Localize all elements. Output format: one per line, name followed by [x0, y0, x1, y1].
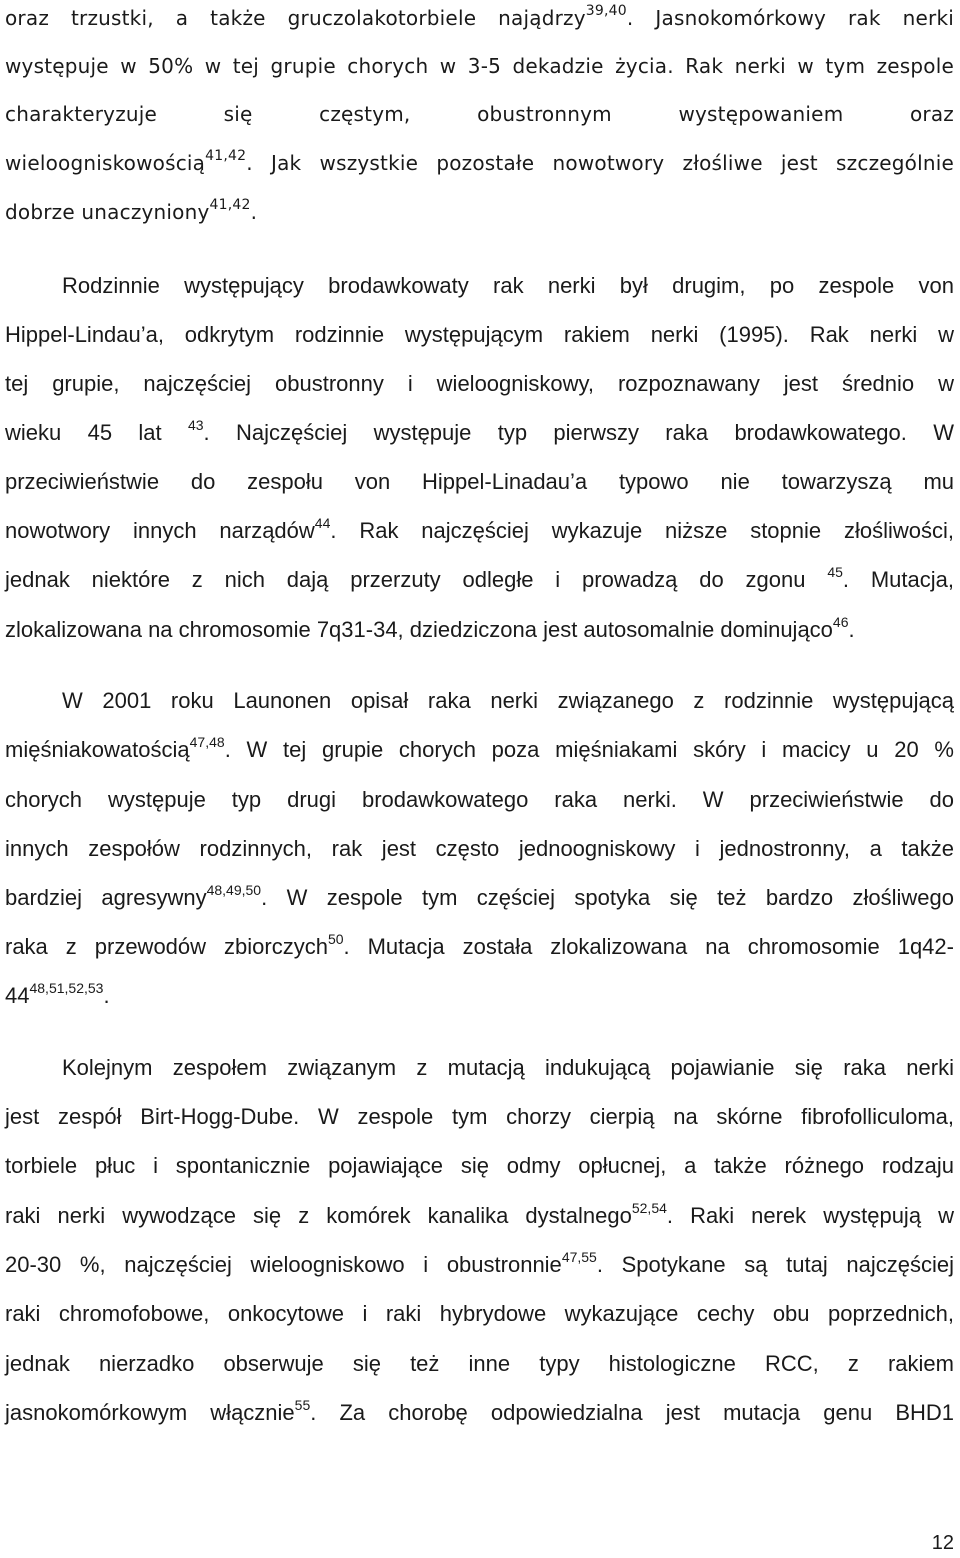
- text-segment: przeciwieństwie do zespołu von Hippel-Linadau’a typowo nie towarzyszą mu: [5, 469, 954, 494]
- text-line: [5, 730, 954, 770]
- citation-superscript: 48,49,50: [206, 881, 262, 898]
- text-segment: innych zespołów rodzinnych, rak jest często jednoogniskowy i jednostronny, a także: [5, 836, 954, 861]
- text-line: [5, 192, 954, 232]
- text-segment: Rodzinnie występujący brodawkowaty rak nerki był drugim, po zespole von: [62, 273, 954, 298]
- text-segment: bardziej agresywny: [5, 885, 207, 910]
- citation-superscript: 41,42: [209, 197, 251, 214]
- text-segment: .: [250, 200, 258, 224]
- text-line: [5, 780, 954, 820]
- citation-superscript: 46: [832, 613, 849, 630]
- citation-superscript: 48,51,52,53: [29, 979, 104, 996]
- text-segment: .: [848, 617, 855, 642]
- text-segment: . Najczęściej występuje typ pierwszy raka brodawkowatego. W: [203, 420, 954, 445]
- text-line: [5, 1344, 954, 1384]
- text-segment: jest zespół Birt-Hogg-Dube. W zespole tym chorzy cierpią na skórne fibrofolliculoma,: [5, 1104, 954, 1129]
- text-segment: mięśniakowatością: [5, 737, 190, 762]
- text-segment: . Raki nerek występują w: [666, 1203, 955, 1228]
- citation-superscript: 45: [827, 563, 843, 580]
- citation-superscript: 50: [327, 930, 344, 947]
- text-segment: Kolejnym zespołem związanym z mutacją indukującą pojawianie się raka nerki: [62, 1055, 954, 1080]
- text-segment: zlokalizowana na chromosomie 7q31-34, dziedziczona jest autosomalnie dominująco: [5, 617, 833, 642]
- text-segment: charakteryzuje się częstym, obustronnym występowaniem oraz: [5, 102, 954, 126]
- text-segment: .: [103, 983, 110, 1008]
- text-segment: . Jasnokomórkowy rak nerki: [626, 6, 954, 30]
- text-segment: raki chromofobowe, onkocytowe i raki hybrydowe wykazujące cechy obu poprzednich,: [5, 1301, 954, 1326]
- text-segment: występuje w 50% w tej grupie chorych w 3-5 dekadzie życia. Rak nerki w tym zespole: [5, 54, 954, 78]
- text-segment: torbiele płuc i spontanicznie pojawiające się odmy opłucnej, a także różnego rodzaju: [5, 1153, 954, 1178]
- citation-superscript: 47,48: [189, 733, 225, 750]
- text-line: [5, 315, 954, 355]
- text-line: [5, 94, 954, 134]
- text-line: [5, 1245, 954, 1285]
- text-segment: chorych występuje typ drugi brodawkowatego raka nerki. W przeciwieństwie do: [5, 787, 954, 812]
- text-segment: wieloogniskowością: [5, 151, 206, 175]
- text-segment: raki nerki wywodzące się z komórek kanalika dystalnego: [5, 1203, 632, 1228]
- citation-superscript: 52,54: [631, 1199, 667, 1216]
- text-segment: tej grupie, najczęściej obustronny i wieloogniskowy, rozpoznawany jest średnio w: [5, 371, 954, 396]
- citation-superscript: 44: [314, 514, 331, 531]
- citation-superscript: 47,55: [561, 1248, 597, 1265]
- text-line: [5, 976, 954, 1016]
- text-line: [5, 143, 954, 183]
- text-line: [5, 511, 954, 551]
- citation-superscript: 41,42: [205, 148, 247, 165]
- text-line: [5, 1393, 954, 1433]
- text-line: [62, 681, 954, 721]
- text-line: [5, 1196, 954, 1236]
- text-segment: . Spotykane są tutaj najczęściej: [596, 1252, 955, 1277]
- text-segment: dobrze unaczyniony: [5, 200, 210, 224]
- text-segment: . Rak najczęściej wykazuje niższe stopnie złośliwości,: [330, 518, 954, 543]
- text-segment: raka z przewodów zbiorczych: [5, 934, 328, 959]
- text-segment: . Jak wszystkie pozostałe nowotwory złośliwe jest szczególnie: [246, 151, 954, 175]
- text-line: [5, 829, 954, 869]
- text-line: [5, 1097, 954, 1137]
- text-segment: jednak nierzadko obserwuje się też inne typy histologiczne RCC, z rakiem: [5, 1351, 954, 1376]
- text-segment: 20-30 %, najczęściej wieloogniskowo i obustronnie: [5, 1252, 562, 1277]
- text-segment: W 2001 roku Launonen opisał raka nerki związanego z rodzinnie występującą: [62, 688, 954, 713]
- text-line: [5, 1294, 954, 1334]
- text-line: [62, 266, 954, 306]
- text-line: [5, 46, 954, 86]
- text-line: [5, 927, 954, 967]
- text-segment: oraz trzustki, a także gruczolakotorbiele najądrzy: [5, 6, 586, 30]
- text-segment: . Za chorobę odpowiedzialna jest mutacja genu BHD1: [310, 1400, 954, 1425]
- citation-superscript: 39,40: [585, 3, 627, 20]
- page-number: 12: [931, 1532, 954, 1554]
- text-line: [5, 1146, 954, 1186]
- text-line: [62, 1048, 954, 1088]
- citation-superscript: 43: [187, 416, 204, 433]
- text-segment: jasnokomórkowym włącznie: [5, 1400, 295, 1425]
- text-segment: . Mutacja,: [842, 567, 954, 592]
- text-segment: jednak niektóre z nich dają przerzuty odległe i prowadzą do zgonu: [5, 567, 828, 592]
- text-line: [5, 560, 954, 600]
- text-segment: nowotwory innych narządów: [5, 518, 315, 543]
- citation-superscript: 55: [294, 1396, 311, 1413]
- text-segment: Hippel-Lindau’a, odkrytym rodzinnie występującym rakiem nerki (1995). Rak nerki w: [5, 322, 954, 347]
- text-line: [5, 413, 954, 453]
- text-segment: 44: [5, 983, 30, 1008]
- text-line: [5, 364, 954, 404]
- text-line: [5, 0, 954, 38]
- text-segment: . W tej grupie chorych poza mięśniakami skóry i macicy u 20 %: [224, 737, 954, 762]
- text-line: [5, 610, 954, 650]
- text-segment: wieku 45 lat: [5, 420, 188, 445]
- text-segment: . Mutacja została zlokalizowana na chromosomie 1q42-: [343, 934, 954, 959]
- text-segment: . W zespole tym częściej spotyka się też bardzo złośliwego: [261, 885, 955, 910]
- text-line: [5, 462, 954, 502]
- text-line: [5, 878, 954, 918]
